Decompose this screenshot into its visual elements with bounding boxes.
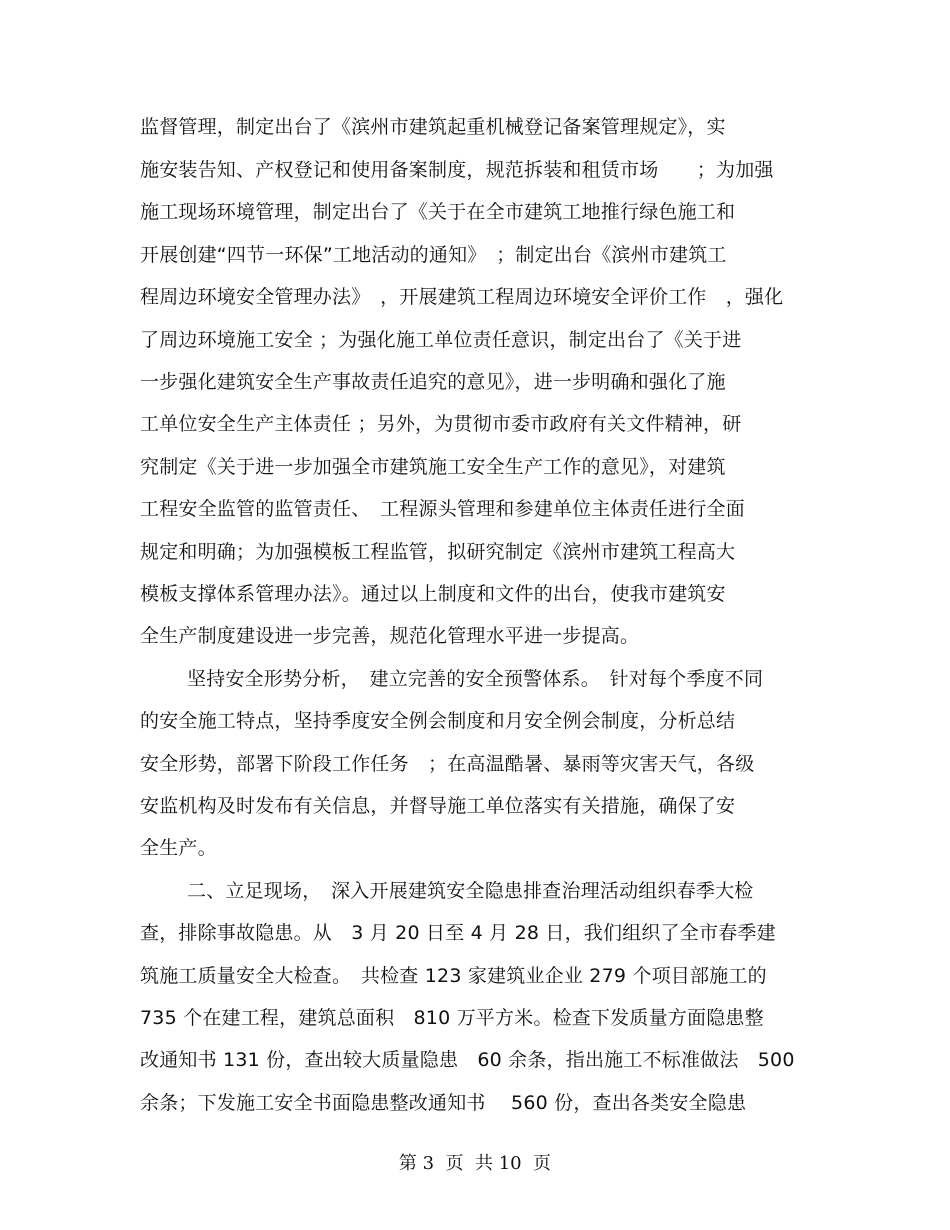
- paragraph-line: 究制定《关于进一步加强全市建筑施工安全生产工作的意见》，对建筑: [140, 456, 726, 478]
- paragraph-line: 施工现场环境管理，制定出台了《关于在全市建筑工地推行绿色施工和: [140, 201, 736, 223]
- paragraph-line: 安监机构及时发布有关信息，并督导施工单位落实有关措施，确保了安: [140, 795, 736, 817]
- paragraph-line: 的安全施工特点，坚持季度安全例会制度和月安全例会制度，分析总结: [140, 710, 736, 732]
- paragraph-line: 程周边环境安全管理办法》 ，开展建筑工程周边环境安全评价工作 ，强化: [140, 286, 784, 308]
- paragraph-first-line: 坚持安全形势分析， 建立完善的安全预警体系。 针对每个季度不同: [187, 668, 764, 690]
- paragraph-line: 改通知书 131 份，查出较大质量隐患 60 余条，指出施工不标准做法 500: [140, 1049, 795, 1071]
- paragraph-line: 了周边环境施工安全 ；为强化施工单位责任意识，制定出台了《关于进: [140, 329, 742, 351]
- paragraph-line: 模板支撑体系管理办法》。通过以上制度和文件的出台，使我市建筑安: [140, 583, 726, 605]
- paragraph-line: 筑施工质量安全大检查。 共检查 123 家建筑业企业 279 个项目部施工的: [140, 965, 767, 987]
- paragraph-line: 全生产。: [140, 837, 217, 859]
- paragraph-line: 开展创建“四节一环保”工地活动的通知》 ；制定出台《滨州市建筑工: [140, 244, 727, 266]
- paragraph-line: 余条；下发施工安全书面隐患整改通知书 560 份，查出各类安全隐患: [140, 1092, 747, 1114]
- paragraph-line: 工程安全监管的监管责任、 工程源头管理和参建单位主体责任进行全面: [140, 498, 745, 520]
- paragraph-line: 规定和明确；为加强模板工程监管，拟研究制定《滨州市建筑工程高大: [140, 541, 736, 563]
- paragraph-line: 监督管理，制定出台了《滨州市建筑起重机械登记备案管理规定》，实: [140, 116, 726, 138]
- paragraph-line: 安全形势，部署下阶段工作任务 ；在高温酷暑、暴雨等灾害天气，各级: [140, 753, 755, 775]
- section-heading-line: 二、立足现场， 深入开展建筑安全隐患排查治理活动组织春季大检: [187, 880, 754, 902]
- page-number-footer: 第 3 页 共 10 页: [398, 1153, 552, 1174]
- paragraph-line: 一步强化建筑安全生产事故责任追究的意见》，进一步明确和强化了施: [140, 371, 726, 393]
- paragraph-line: 735 个在建工程，建筑总面积 810 万平方米。检查下发质量方面隐患整: [140, 1007, 764, 1029]
- paragraph-line: 全生产制度建设进一步完善，规范化管理水平进一步提高。: [140, 625, 640, 647]
- paragraph-line: 工单位安全生产主体责任 ；另外，为贯彻市委市政府有关文件精神，研: [140, 413, 742, 435]
- paragraph-line: 查，排除事故隐患。从 3 月 20 日至 4 月 28 日，我们组织了全市春季建: [140, 922, 776, 944]
- paragraph-line: 施安装告知、产权登记和使用备案制度，规范拆装和租赁市场 ；为加强: [140, 159, 774, 181]
